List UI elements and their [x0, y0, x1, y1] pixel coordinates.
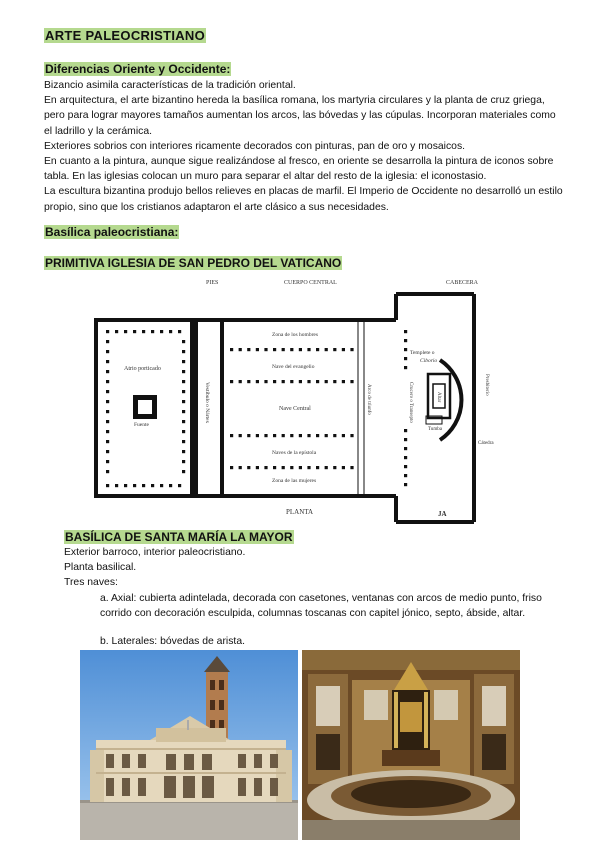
column-dot: [247, 348, 250, 351]
section-heading-diferencias: Diferencias Oriente y Occidente:: [45, 62, 231, 76]
column-dot: [182, 390, 185, 393]
column-dot: [256, 466, 259, 469]
column-dot: [404, 447, 407, 450]
column-dot: [342, 466, 345, 469]
plan-label-ciborio: Ciborio: [420, 358, 438, 364]
column-dot: [316, 348, 319, 351]
column-dot: [182, 440, 185, 443]
column-dot: [404, 348, 407, 351]
column-dot: [230, 466, 233, 469]
column-dot: [106, 470, 109, 473]
column-dot: [256, 434, 259, 437]
column-dot: [299, 434, 302, 437]
column-dot: [316, 434, 319, 437]
column-dot: [239, 348, 242, 351]
column-dot: [124, 330, 127, 333]
column-dot: [182, 450, 185, 453]
column-dot: [350, 380, 353, 383]
paragraph: Exterior barroco, interior paleocristiano.: [64, 547, 246, 558]
column-dot: [350, 466, 353, 469]
column-dot: [404, 456, 407, 459]
column-dot: [247, 380, 250, 383]
column-dot: [230, 348, 233, 351]
column-dot: [264, 348, 267, 351]
column-dot: [282, 380, 285, 383]
column-dot: [106, 380, 109, 383]
column-dot: [404, 330, 407, 333]
column-dot: [273, 380, 276, 383]
column-dot: [106, 450, 109, 453]
column-dot: [404, 357, 407, 360]
column-dot: [182, 400, 185, 403]
column-dot: [325, 434, 328, 437]
column-dot: [151, 484, 154, 487]
column-dot: [124, 484, 127, 487]
plan-label-nave-mujeres: Zona de las mujeres: [272, 478, 317, 484]
paragraph: Bizancio asimila características de la tradición oriental.: [44, 80, 296, 91]
column-dot: [182, 460, 185, 463]
column-dot: [182, 420, 185, 423]
column-dot: [404, 339, 407, 342]
column-dot: [333, 348, 336, 351]
column-dot: [247, 434, 250, 437]
paragraph: Exteriores sobrios con interiores ricamente decorados con pinturas, pan de oro y mosaicos.: [44, 140, 466, 152]
santa-maria-exterior-photo: [80, 650, 298, 840]
column-dot: [169, 330, 172, 333]
plan-label-vestibulo: Vestíbulo o Nártex: [204, 382, 210, 424]
column-dot: [299, 380, 302, 383]
column-dot: [264, 466, 267, 469]
section-heading-basilica: Basílica paleocristiana:: [45, 225, 179, 239]
column-dot: [239, 434, 242, 437]
column-dot: [404, 429, 407, 432]
plan-label-nave-hombres: Zona de los hombres: [272, 332, 318, 338]
column-dot: [290, 434, 293, 437]
column-dot: [182, 370, 185, 373]
column-dot: [142, 484, 145, 487]
column-dot: [282, 466, 285, 469]
column-dot: [239, 466, 242, 469]
laterales-text: [100, 634, 566, 649]
column-dot: [307, 434, 310, 437]
column-dot: [299, 466, 302, 469]
column-dot: [182, 340, 185, 343]
column-dot: [106, 430, 109, 433]
column-dot: [106, 340, 109, 343]
column-dot: [178, 484, 181, 487]
plan-label-nave-evangelio: Nave del evangelio: [272, 364, 315, 370]
column-dot: [106, 350, 109, 353]
column-dot: [273, 434, 276, 437]
plan-label-altar: Altar: [436, 392, 441, 403]
column-dot: [239, 380, 242, 383]
column-dot: [299, 348, 302, 351]
plan-label-crucero: Crucero o Transepto: [408, 382, 413, 423]
plan-label-nave-epistola: Naves de la epístola: [272, 450, 317, 456]
plan-label-catedra: Cátedra: [478, 441, 494, 446]
column-dot: [106, 370, 109, 373]
column-dot: [106, 330, 109, 333]
column-dot: [160, 330, 163, 333]
column-dot: [290, 466, 293, 469]
plan-label-atrio: Atrio porticado: [124, 366, 161, 372]
column-dot: [342, 380, 345, 383]
column-dot: [106, 410, 109, 413]
column-dot: [182, 350, 185, 353]
column-dot: [160, 484, 163, 487]
column-dot: [290, 380, 293, 383]
plan-label-presbiterio: Presbiterio: [484, 374, 489, 396]
paragraph: En arquitectura, el arte bizantino hereda la basílica romana, los martyria circulares y la planta de cruz griega, pero para lograr mayores tamaños aumentan los arcos, las bóvedas y las cúpulas. Incorporan materiales como el ladrillo y la cerámica.: [44, 95, 556, 137]
page-title: ARTE PALEOCRISTIANO: [45, 28, 206, 43]
column-dot: [316, 466, 319, 469]
paragraph: Tres naves:: [64, 577, 118, 589]
plan-label-arco: Arco de triunfo: [366, 384, 371, 415]
plan-label-fuente: Fuente: [134, 422, 149, 428]
column-dot: [182, 430, 185, 433]
column-dot: [404, 474, 407, 477]
column-dot: [273, 348, 276, 351]
column-dot: [333, 380, 336, 383]
list-item-laterales: b. Laterales: bóvedas de arista.: [100, 636, 245, 647]
column-dot: [182, 360, 185, 363]
paragraph: Planta basilical.: [64, 562, 137, 574]
diferencias-text: [44, 78, 564, 215]
column-dot: [115, 484, 118, 487]
santa-maria-interior-photo: [302, 650, 520, 840]
column-dot: [404, 366, 407, 369]
column-dot: [256, 348, 259, 351]
paragraph: La escultura bizantina produjo bellos relieves en placas de marfil. El Imperio de Occidente no desarrolló un estilo propio, sino que los cristianos adaptaron el arte clásico a sus necesidades.: [44, 186, 563, 213]
list-item-axial: a. Axial: cubierta adintelada, decorada con casetones, ventanas con arcos de medio punto, friso corrido con decoración esculpida, columnas toscanas con capitel jónico, septo, ábside, altar.: [100, 593, 542, 620]
column-dot: [142, 330, 145, 333]
paragraph: En cuanto a la pintura, aunque sigue realizándose al fresco, en oriente se desarrolla la pintura de iconos sobre tabla. En las iglesias colocan un muro para separar el altar del resto de la iglesia: el iconostasio.: [44, 156, 554, 183]
column-dot: [333, 434, 336, 437]
column-dot: [325, 348, 328, 351]
column-dot: [182, 470, 185, 473]
column-dot: [307, 380, 310, 383]
column-dot: [106, 360, 109, 363]
column-dot: [169, 484, 172, 487]
section-heading-santa-maria: BASÍLICA DE SANTA MARÍA LA MAYOR: [65, 530, 293, 544]
plan-label-planta: PLANTA: [286, 508, 314, 516]
column-dot: [350, 348, 353, 351]
plan-label-nave-central: Nave Central: [279, 406, 311, 412]
column-dot: [151, 330, 154, 333]
column-dot: [282, 348, 285, 351]
plan-label-cabecera: CABECERA: [446, 280, 479, 286]
section-heading-san-pedro: PRIMITIVA IGLESIA DE SAN PEDRO DEL VATICANO: [45, 256, 342, 270]
column-dot: [404, 465, 407, 468]
column-dot: [106, 400, 109, 403]
column-dot: [325, 466, 328, 469]
plan-label-tumba: Tumba: [428, 427, 442, 432]
column-dot: [247, 466, 250, 469]
column-dot: [307, 348, 310, 351]
column-dot: [333, 466, 336, 469]
column-dot: [290, 348, 293, 351]
column-dot: [273, 466, 276, 469]
column-dot: [133, 484, 136, 487]
plan-label-templete: Templete o: [410, 350, 435, 356]
column-dot: [256, 380, 259, 383]
plan-signature: JA: [438, 510, 447, 518]
column-dot: [307, 466, 310, 469]
column-dot: [316, 380, 319, 383]
plan-label-cuerpo-central: CUERPO CENTRAL: [284, 280, 337, 286]
santa-maria-text: [64, 545, 564, 591]
column-dot: [264, 434, 267, 437]
column-dot: [264, 380, 267, 383]
column-dot: [182, 380, 185, 383]
column-dot: [106, 390, 109, 393]
san-pedro-floor-plan: [94, 274, 502, 528]
column-dot: [133, 330, 136, 333]
plan-label-pies: PIES: [206, 280, 219, 286]
column-dot: [106, 460, 109, 463]
column-dot: [106, 420, 109, 423]
column-dot: [404, 483, 407, 486]
column-dot: [404, 438, 407, 441]
column-dot: [342, 434, 345, 437]
column-dot: [115, 330, 118, 333]
column-dot: [282, 434, 285, 437]
column-dot: [342, 348, 345, 351]
column-dot: [325, 380, 328, 383]
column-dot: [230, 380, 233, 383]
axial-text: [100, 591, 566, 621]
column-dot: [106, 440, 109, 443]
column-dot: [350, 434, 353, 437]
column-dot: [230, 434, 233, 437]
column-dot: [182, 410, 185, 413]
column-dot: [178, 330, 181, 333]
column-dot: [106, 484, 109, 487]
